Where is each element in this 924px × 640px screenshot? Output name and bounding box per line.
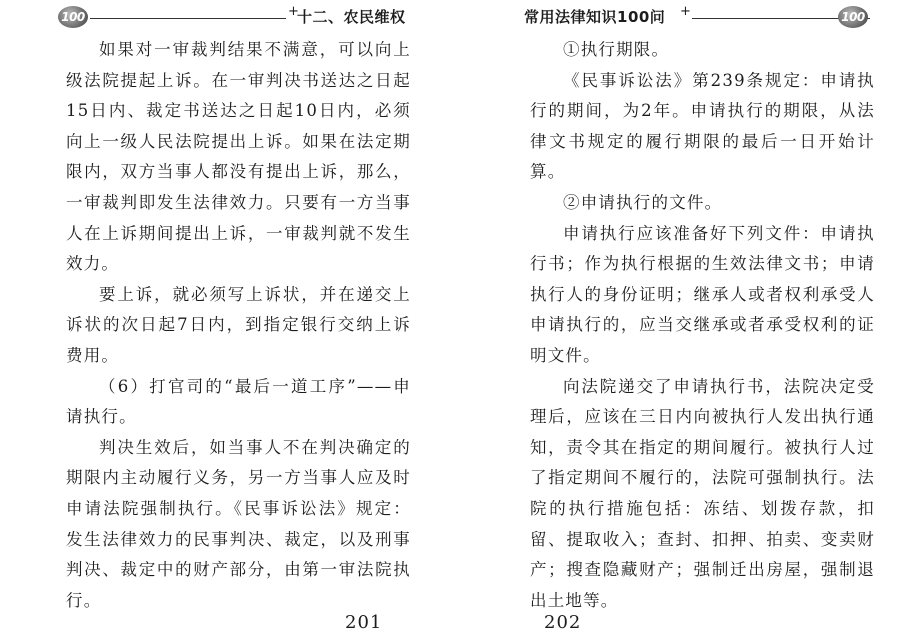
header-title: 常用法律知识100问 [524,8,666,26]
paragraph: 如果对一审裁判结果不满意，可以向上级法院提起上诉。在一审判决书送达之日起15日内、裁定书送达之日起10日内，必须向上一级人民法院提出上诉。如果在法定期限内，双方当事人都没有提出上诉，那么，一审裁判即发生法律效力。只要有一方当事人在上诉期间提出上诉，一审裁判就不发生效力。 [66,40,411,274]
header-plus-mark: + [680,4,691,19]
paragraph: 申请执行应该准备好下列文件：申请执行书；作为执行根据的生效法律文书；申请执行人的身份证明；继承人或者权利承受人申请执行的，应当交继承或者承受权利的证明文件。 [530,223,875,365]
paragraph: 向法院递交了申请执行书，法院决定受理后，应该在三日内向被执行人发出执行通知，责令其在指定的期间履行。被执行人过了指定期间不履行的，法院可强制执行。法院的执行措施包括：冻结、划拨存款，扣留、提取收入；查封、扣押、拍卖、变卖财产；搜查隐藏财产；强制迁出房屋，强制退出土地等。 [530,376,875,610]
paragraph: ①执行期限。 [563,40,670,59]
paragraph: 要上诉，就必须写上诉状，并在递交上诉状的次日起7日内，到指定银行交纳上诉费用。 [66,284,411,365]
page-body [66,35,411,616]
paragraph: （6）打官司的“最后一道工序”——申请执行。 [66,376,411,427]
paragraph: 《民事诉讼法》第239条规定：申请执行的期间，为2年。申请执行的期限，从法律文书规定的履行期限的最后一日开始计算。 [530,70,875,182]
page-badge: 100 [838,6,868,28]
right-page [462,0,924,640]
paragraph: 判决生效后，如当事人不在判决确定的期限内主动履行义务，另一方当事人应及时申请法院强制执行。《民事诉讼法》规定：发生法律效力的民事判决、裁定，以及刑事判决、裁定中的财产部分，由第一审法院执行。 [66,437,411,610]
page-badge: 100 [58,6,88,28]
page-number: 201 [345,612,383,633]
paragraph: ②申请执行的文件。 [563,192,723,212]
page-number: 202 [544,612,582,633]
page-body [530,35,875,616]
header-plus-mark: + [288,4,299,19]
header-rule [90,18,286,19]
header-title: 十二、农民维权 [297,8,406,26]
